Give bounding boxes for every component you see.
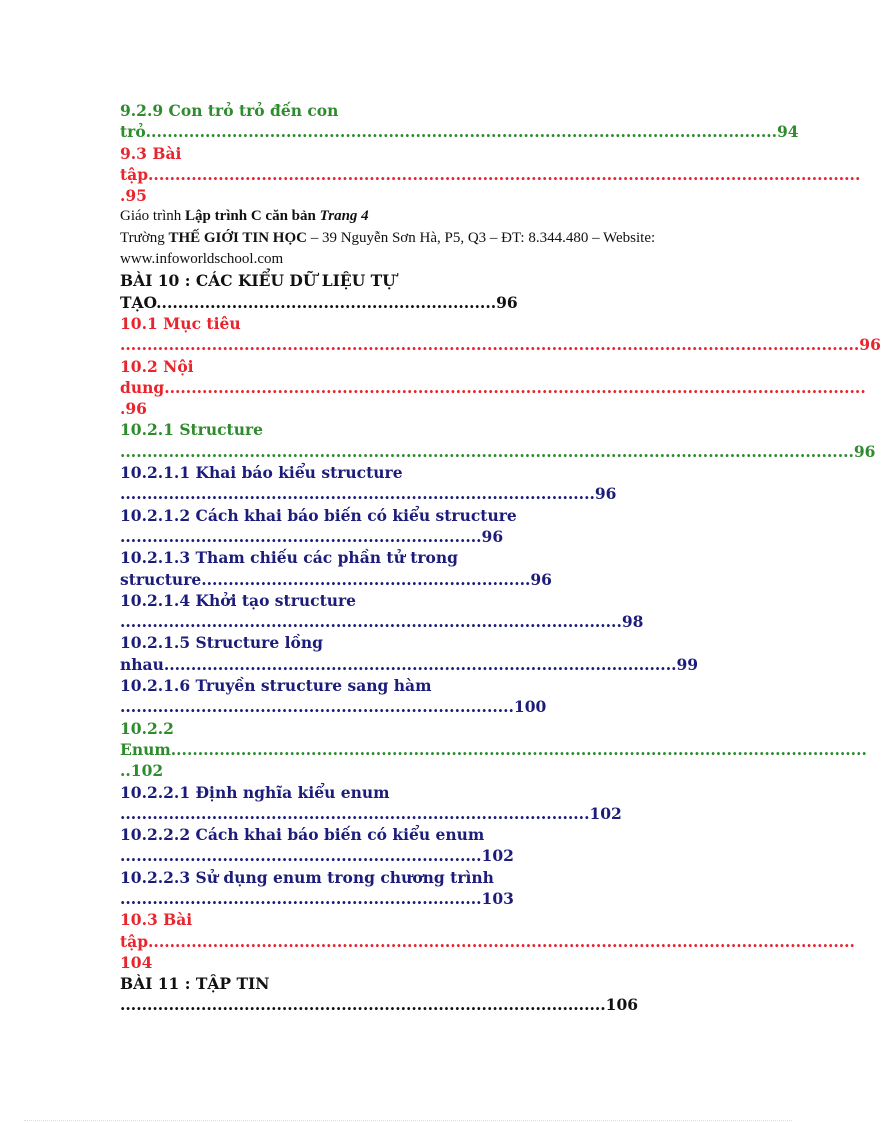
toc-entry[interactable] bbox=[120, 909, 855, 973]
footer-book-title: Lập trình C căn bản bbox=[185, 208, 316, 225]
toc-entry[interactable] bbox=[120, 356, 866, 420]
toc-entry-line: dung.................................................................................................................................. bbox=[120, 377, 866, 397]
toc-entry-line: 10.3 Bài bbox=[120, 910, 193, 930]
document-page bbox=[120, 100, 881, 1016]
toc-entry[interactable] bbox=[120, 100, 799, 143]
toc-entry-line: BÀI 10 : CÁC KIỂU DỮ LIỆU TỰ bbox=[120, 271, 396, 291]
page-footer bbox=[120, 206, 690, 270]
toc-entry-line: .........................................................................100 bbox=[120, 697, 547, 717]
footer-school-prefix: Trường bbox=[120, 229, 169, 246]
toc-entry-line: 10.2.2.3 Sử dụng enum trong chương trình bbox=[120, 867, 494, 887]
toc-entry-line: 10.2.1.2 Cách khai báo biến có kiểu structure bbox=[120, 505, 517, 525]
toc-entry[interactable] bbox=[120, 675, 690, 718]
toc-entry-line: 10.2.2 bbox=[120, 718, 174, 738]
toc-entry[interactable] bbox=[120, 313, 881, 356]
toc-entry-line: ...................................................................103 bbox=[120, 888, 514, 908]
toc-entry-line: 10.2.2.2 Cách khai báo biến có kiểu enum bbox=[120, 825, 485, 845]
toc-entry[interactable] bbox=[120, 419, 876, 462]
toc-entry[interactable] bbox=[120, 782, 690, 825]
toc-entry-line: ........................................................................................................................................96 bbox=[120, 441, 876, 461]
toc-entry-line: 10.2.2.1 Định nghĩa kiểu enum bbox=[120, 782, 390, 802]
toc-entry-line: .............................................................................................98 bbox=[120, 612, 644, 632]
toc-entry[interactable] bbox=[120, 547, 690, 590]
toc-entry[interactable] bbox=[120, 973, 690, 1016]
toc-entry-line: tập................................................................................................................................... bbox=[120, 931, 855, 951]
footer-prefix: Giáo trình bbox=[120, 208, 185, 225]
toc-entry-line: 10.2.1.5 Structure lồng bbox=[120, 633, 323, 653]
toc-entry-line: ..........................................................................................106 bbox=[120, 995, 639, 1015]
toc-entry-line: 10.2.1.1 Khai báo kiểu structure bbox=[120, 463, 403, 483]
footer-school-name: THẾ GIỚI TIN HỌC bbox=[168, 229, 307, 246]
toc-section-b bbox=[120, 270, 881, 1015]
toc-entry[interactable] bbox=[120, 824, 690, 867]
toc-entry[interactable] bbox=[120, 590, 690, 633]
toc-entry-line: ........................................................................................96 bbox=[120, 484, 617, 504]
toc-entry-line: .96 bbox=[120, 399, 147, 419]
toc-entry[interactable] bbox=[120, 718, 867, 782]
toc-entry[interactable] bbox=[120, 632, 699, 675]
toc-entry-line: .......................................................................................102 bbox=[120, 803, 622, 823]
toc-entry[interactable] bbox=[120, 270, 690, 313]
toc-entry-line: 9.3 Bài bbox=[120, 143, 182, 163]
toc-entry-line: ...................................................................96 bbox=[120, 526, 504, 546]
toc-entry-line: 9.2.9 Con trỏ trỏ đến con bbox=[120, 101, 339, 120]
toc-entry[interactable] bbox=[120, 505, 690, 548]
page-edge-divider bbox=[24, 1120, 792, 1121]
toc-entry-line: .95 bbox=[120, 186, 147, 206]
footer-page-number: Trang 4 bbox=[319, 208, 369, 225]
toc-entry[interactable] bbox=[120, 462, 690, 505]
footer-line-2 bbox=[120, 228, 690, 249]
toc-entry-line: 10.2.1.3 Tham chiếu các phần tử trong bbox=[120, 548, 459, 568]
toc-entry-line: trỏ.....................................................................................................................94 bbox=[120, 122, 799, 142]
toc-section-a bbox=[120, 100, 861, 206]
toc-entry-line: structure.............................................................96 bbox=[120, 569, 552, 589]
toc-entry-line: nhau...............................................................................................99 bbox=[120, 654, 699, 674]
toc-entry-line: TẠO...............................................................96 bbox=[120, 292, 518, 312]
toc-entry-line: tập.................................................................................................................................... bbox=[120, 164, 861, 184]
toc-entry-line: 10.2 Nội bbox=[120, 356, 194, 376]
toc-entry-line: .........................................................................................................................................96 bbox=[120, 335, 881, 355]
toc-entry[interactable] bbox=[120, 867, 690, 910]
toc-entry-line: BÀI 11 : TẬP TIN bbox=[120, 974, 270, 994]
toc-entry-line: ...................................................................102 bbox=[120, 846, 514, 866]
toc-entry-line: 10.2.1.6 Truyền structure sang hàm bbox=[120, 676, 432, 696]
toc-entry-line: ..102 bbox=[120, 761, 164, 781]
toc-entry[interactable] bbox=[120, 143, 861, 207]
toc-entry-line: 10.2.1 Structure bbox=[120, 420, 264, 440]
toc-entry-line: 10.1 Mục tiêu bbox=[120, 313, 241, 333]
footer-line-1 bbox=[120, 206, 690, 227]
footer-address: – 39 Nguyễn Sơn Hà, P5, Q3 – ĐT: 8.344.480 – Website: bbox=[306, 229, 656, 246]
toc-entry-line: 104 bbox=[120, 952, 153, 972]
footer-website: www.infoworldschool.com bbox=[120, 251, 284, 268]
toc-entry-line: Enum................................................................................................................................. bbox=[120, 739, 867, 759]
toc-entry-line: 10.2.1.4 Khởi tạo structure bbox=[120, 590, 357, 610]
